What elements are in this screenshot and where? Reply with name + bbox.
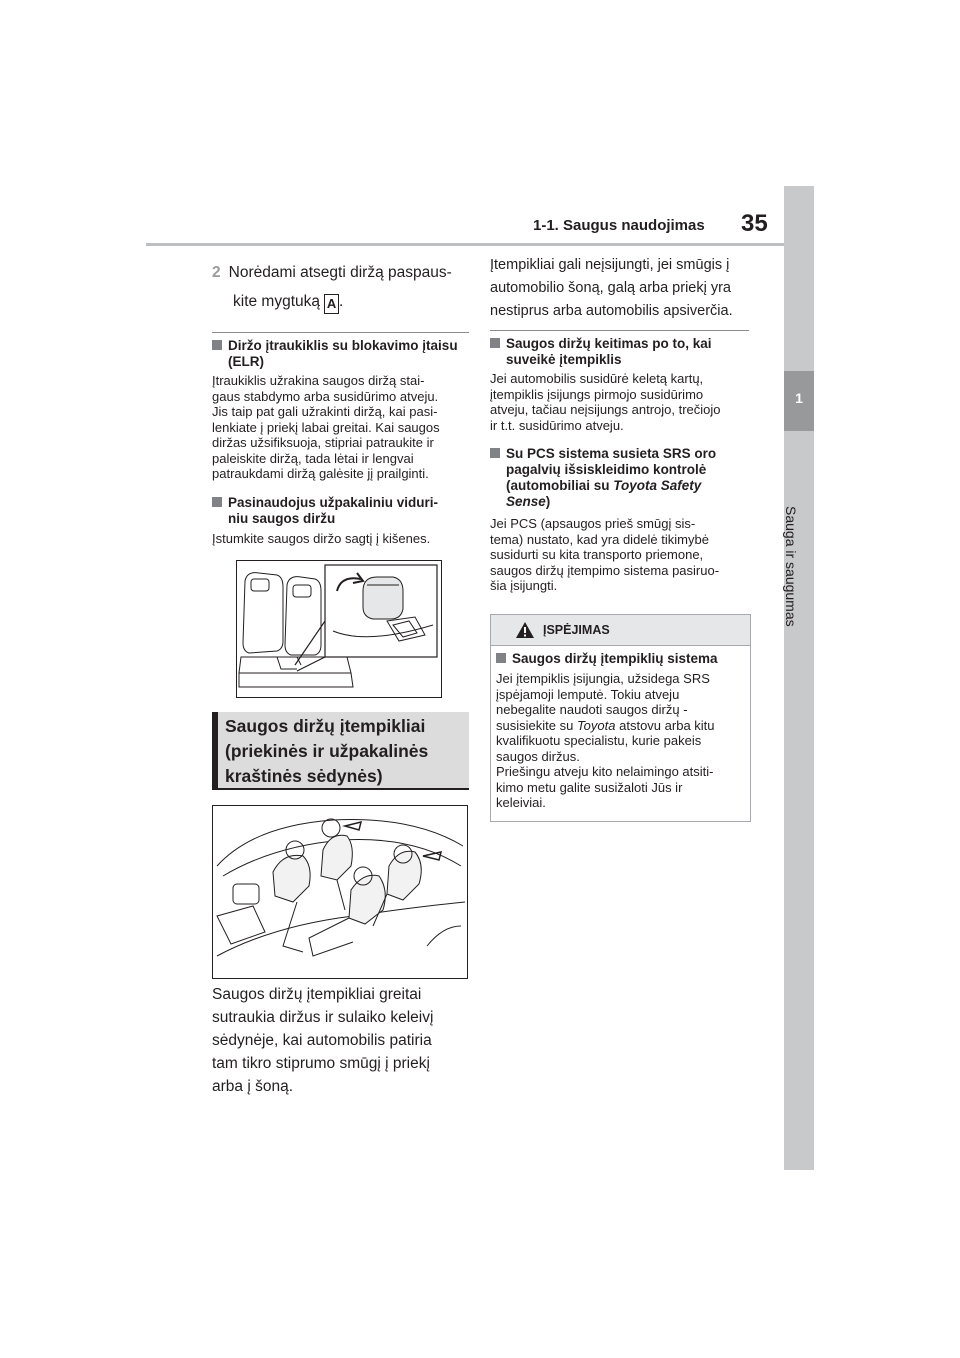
text-line: Įtempikliai gali neįsijungti, jei smūgis į: [490, 257, 730, 273]
text-line: nebegalite naudoti saugos diržų -: [496, 702, 688, 717]
text-line: Priešingu atveju kito nelaimingo atsiti-: [496, 764, 714, 779]
car-interior-illustration: [212, 805, 468, 979]
square-bullet-icon: [490, 338, 500, 348]
pcs-body: [490, 516, 756, 594]
header-section-title: 1-1. Saugus naudojimas: [533, 217, 705, 234]
step-number: 2: [212, 264, 221, 281]
square-bullet-icon: [212, 340, 222, 350]
text-line: nestiprus arba automobilis apsiverčia.: [490, 303, 733, 319]
chapter-label: Sauga ir saugumas: [783, 506, 799, 627]
step-2: [212, 258, 472, 316]
page-number: 35: [741, 210, 768, 237]
warning-subtitle: [496, 651, 746, 667]
warning-box: [490, 614, 751, 822]
text-line: ir t.t. susidūrimo atveju.: [490, 417, 624, 433]
text-line: Saugos diržų įtempikliai greitai: [212, 986, 422, 1003]
step-text-line2: kite mygtuką: [233, 293, 321, 310]
text-line: lenkiate į priekį labai greitai. Kai saugos: [212, 419, 440, 435]
step-text-line1: Norėdami atsegti diržą paspaus-: [228, 264, 452, 281]
middle-belt-heading-line1: Pasinaudojus užpakaliniu viduri-: [228, 495, 439, 510]
text-line: įspėjamoji lemputė. Tokiu atveju: [496, 686, 680, 702]
text-line: diržas užsifiksuoja, stipriai patraukite ir: [212, 435, 434, 450]
text-line: susidurti su kita transporto priemone,: [490, 547, 704, 562]
toyota-safety-text: Toyota Safety: [613, 478, 702, 493]
text-line: automobilio šoną, galą arba priekį yra: [490, 280, 731, 296]
toyota-text: Toyota: [576, 717, 616, 733]
text-line: Jei įtempiklis įsijungia, užsidega SRS: [496, 671, 710, 686]
replace-heading-line2: suveikė įtempiklis: [506, 352, 622, 367]
square-bullet-icon: [496, 653, 506, 663]
text-line: [496, 718, 748, 734]
replace-heading-line1: Saugos diržų keitimas po to, kai: [506, 336, 712, 351]
text-line: sutraukia diržus ir sulaiko keleivį: [212, 1009, 434, 1026]
step-period: .: [339, 293, 344, 310]
text-line: patraukdami diržą galėsite jį prailginti.: [212, 466, 429, 481]
chapter-side-tab: [784, 186, 814, 1170]
car-interior-drawing: [213, 806, 467, 978]
pcs-heading-line4: [490, 494, 752, 510]
warning-body: [496, 671, 748, 811]
text-line: Jei automobilis susidūrė keletą kartų,: [490, 371, 704, 386]
text-line: įtempiklis įsijungs pirmojo susidūrimo: [490, 386, 704, 402]
text-line: atveju, tačiau neįsijungs antrojo, trečiojo: [490, 402, 721, 417]
text-segment: atstovu arba kitu: [619, 717, 715, 733]
warning-subtitle-text: Saugos diržų įtempiklių sistema: [512, 651, 718, 666]
replace-heading: [490, 336, 752, 368]
section-heading-line: (priekinės ir užpakalinės: [225, 741, 429, 761]
text-line: tema) nustato, kad yra didelė tikimybė: [490, 531, 709, 547]
middle-belt-text: Įstumkite saugos diržo sagtį į kišenes.: [212, 531, 431, 546]
elr-heading-line2: (ELR): [228, 354, 264, 369]
chapter-number: 1: [795, 390, 803, 406]
text-line: sėdynėje, kai automobilis patiria: [212, 1032, 432, 1049]
text-line: paleiskite diržą, tada lėtai ir lengvai: [212, 450, 414, 466]
right-intro-text: [490, 254, 756, 323]
text-line: kvalifikuotu specialistu, kurie pakeis: [496, 733, 702, 748]
square-bullet-icon: [212, 497, 222, 507]
rear-seat-buckle-drawing: [237, 561, 441, 697]
square-bullet-icon: [490, 448, 500, 458]
header-divider: [146, 243, 784, 246]
text-line: Įtraukiklis užrakina saugos diržą stai-: [212, 373, 425, 388]
elr-heading: [212, 338, 472, 370]
closing-paren: ): [545, 494, 551, 509]
elr-body: [212, 373, 474, 482]
section-heading-bar: [212, 712, 218, 788]
replace-body: [490, 371, 756, 433]
divider: [490, 330, 749, 331]
text-line: saugos diržų įtempimo sistema pasiruo-: [490, 562, 720, 578]
pretensioner-section-heading: [212, 712, 469, 790]
middle-belt-heading-line2: niu saugos diržu: [228, 511, 336, 526]
text-line: kimo metu galite susižaloti Jūs ir: [496, 779, 683, 795]
text-line: Jei PCS (apsaugos prieš smūgį sis-: [490, 516, 696, 531]
text-line: arba į šoną.: [212, 1078, 293, 1095]
pcs-heading-line1: Su PCS sistema susieta SRS oro: [506, 446, 717, 461]
pcs-heading: [490, 446, 752, 510]
text-line: Jis taip pat gali užrakinti diržą, kai pasi-: [212, 404, 438, 419]
warning-triangle-icon: [515, 621, 535, 639]
section-heading-line: kraštinės sėdynės): [225, 766, 383, 786]
sense-text: Sense: [506, 494, 546, 509]
pretensioner-description: [212, 983, 474, 1098]
pcs-heading-text: (automobiliai su: [506, 478, 610, 493]
text-line: tam tikro stiprumo smūgį į priekį: [212, 1055, 430, 1072]
rear-seat-buckle-illustration: [236, 560, 442, 698]
text-line: keleiviai.: [496, 795, 546, 810]
pcs-heading-line2: pagalvių išsiskleidimo kontrolė: [506, 462, 707, 477]
warning-label: ĮSPĖJIMAS: [543, 623, 610, 637]
button-a-marker: A: [324, 294, 339, 314]
text-line: gaus stabdymo arba susidūrimo atveju.: [212, 388, 439, 404]
section-heading-line: Saugos diržų įtempikliai: [225, 716, 426, 736]
divider: [212, 332, 469, 333]
text-line: šia įsijungti.: [490, 578, 558, 593]
text-line: saugos diržus.: [496, 748, 580, 764]
pcs-heading-line3: [490, 478, 752, 494]
warning-header: [491, 615, 750, 646]
text-segment: susisiekite su: [496, 717, 574, 733]
elr-heading-line1: Diržo įtraukiklis su blokavimo įtaisu: [228, 338, 458, 353]
middle-belt-heading: [212, 495, 472, 527]
